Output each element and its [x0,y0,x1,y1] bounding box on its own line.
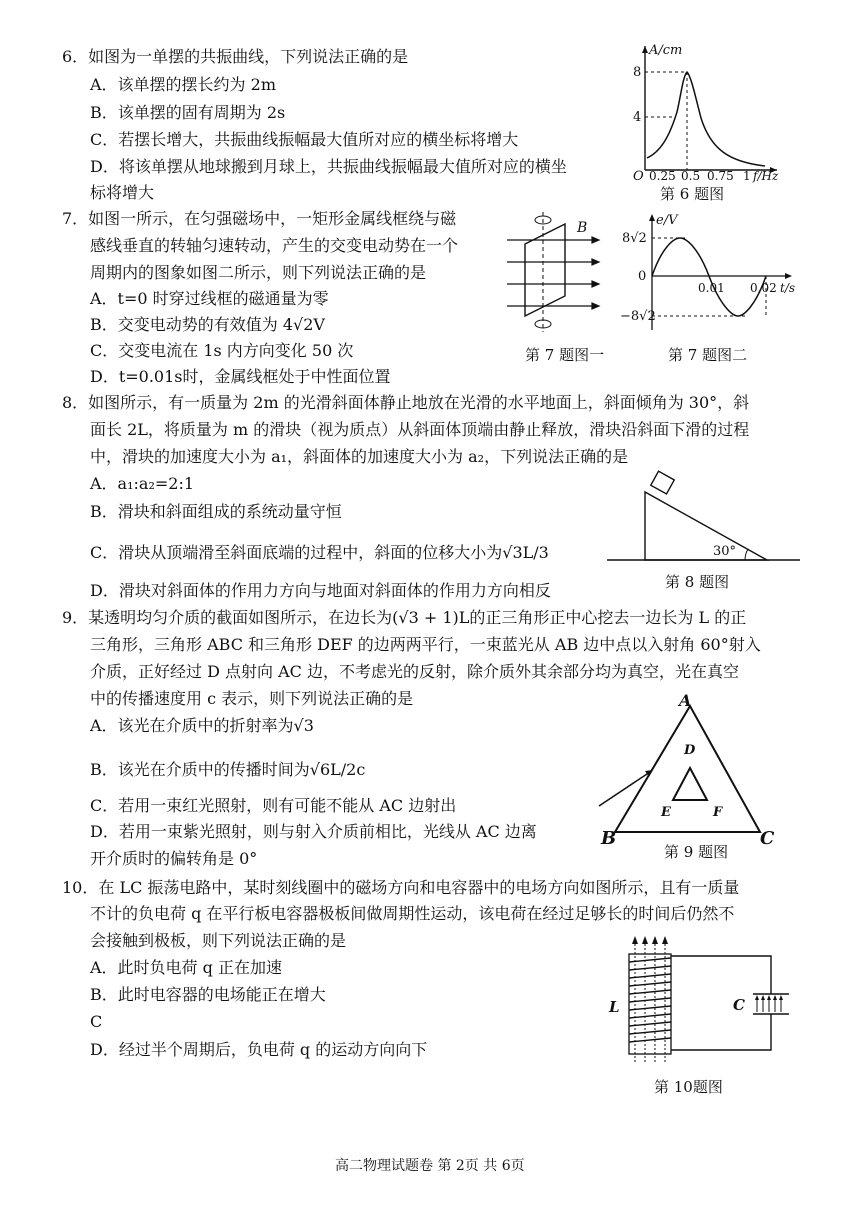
q7-x-tick-001: 0.01 [698,281,725,295]
q10-option-b: B．此时电容器的电场能正在增大 [90,985,326,1004]
q7-zero: 0 [638,269,647,284]
page-footer: 高二物理试题卷 第 2页 共 6页 [335,1158,525,1174]
q6-stem: 6．如图为一单摆的共振曲线，下列说法正确的是 [62,47,409,66]
q7-stem-1: 7．如图一所示，在匀强磁场中，一矩形金属线框绕与磁 [62,209,457,228]
q7-x-label: t/s [780,281,796,295]
q6-resonance-figure [625,40,785,185]
q6-y-tick-8: 8 [633,65,642,80]
q7-coil-figure [505,210,605,335]
q10-stem-2: 不计的负电荷 q 在平行板电容器极板间做周期性运动，该电荷在经过足够长的时间后仍然不 [90,904,735,923]
q7-caption-2: 第 7 题图二 [668,346,748,364]
q8-angle: 30° [713,544,737,559]
q6-option-d: D．将该单摆从地球搬到月球上，共振曲线振幅最大值所对应的横坐 [90,157,567,176]
q6-x-tick-075: 0.75 [707,169,734,183]
q10-caption: 第 10题图 [654,1078,723,1096]
q9-triangle-figure [595,692,795,852]
q7-emf-graph [618,212,803,337]
q9-stem-3: 介质，正好经过 D 点射向 AC 边，不考虑光的反射，除介质外其余部分均为真空，光在真空 [90,662,739,681]
q9-option-a: A．该光在介质中的折射率为√3 [90,716,314,735]
q6-x-tick-1: 1 [743,169,751,183]
q7-x-tick-002: 0.02 [750,281,777,295]
q10-stem-3: 会接触到极板，则下列说法正确的是 [90,931,347,950]
q10-option-c: C [90,1012,103,1031]
q10-lc-circuit-figure [605,932,785,1072]
q9-label-a: A [679,691,692,710]
q10-option-a: A．此时负电荷 q 正在加速 [90,958,282,977]
q6-x-label: f/Hz [753,169,779,183]
q9-label-b: B [601,828,617,849]
q8-stem-3: 中，滑块的加速度大小为 a₁，斜面体的加速度大小为 a₂，下列说法正确的是 [90,447,629,466]
q6-y-tick-4: 4 [633,110,642,125]
q9-label-c: C [760,828,775,849]
q9-label-f: F [713,805,723,820]
q9-stem-4: 中的传播速度用 c 表示，则下列说法正确的是 [90,689,414,708]
q6-option-a: A．该单摆的摆长约为 2m [90,75,276,94]
q8-caption: 第 8 题图 [665,573,730,591]
q10-stem-1: 10．在 LC 振荡电路中，某时刻线圈中的磁场方向和电容器中的电场方向如图所示，且有一质量 [62,878,740,897]
q8-option-a: A．a₁:a₂=2:1 [90,474,195,493]
q6-origin: O [633,169,644,184]
q8-option-b: B．滑块和斜面组成的系统动量守恒 [90,502,342,521]
q6-y-label: A/cm [649,43,683,58]
q9-label-d: D [684,743,696,758]
q9-stem-1: 9．某透明均匀介质的截面如图所示，在边长为(√3 + 1)L的正三角形正中心挖去一边长为 L 的正 [62,608,747,627]
q8-stem-1: 8．如图所示，有一质量为 2m 的光滑斜面体静止地放在光滑的水平地面上，斜面倾角为 30°，斜 [62,393,750,412]
q7-y-tick-bottom: −8√2 [620,309,656,324]
q7-option-b: B．交变电动势的有效值为 4√2V [90,315,325,334]
q7-caption-1: 第 7 题图一 [525,346,605,364]
q8-stem-2: 面长 2L，将质量为 m 的滑块（视为质点）从斜面体顶端由静止释放，滑块沿斜面下滑的过程 [90,420,750,439]
q10-option-d: D．经过半个周期后，负电荷 q 的运动方向向下 [90,1040,428,1059]
q9-label-e: E [661,805,671,820]
q9-option-b: B．该光在介质中的传播时间为√6L/2c [90,760,366,779]
q7-b-label: B [577,220,588,236]
q7-y-tick-top: 8√2 [622,231,647,246]
q10-label-c: C [733,996,745,1014]
q7-stem-3: 周期内的图象如图二所示，则下列说法正确的是 [90,263,427,282]
q8-option-d: D．滑块对斜面体的作用力方向与地面对斜面体的作用力方向相反 [90,581,551,600]
q9-option-d: D．若用一束紫光照射，则与射入介质前相比，光线从 AC 边离 [90,822,537,841]
q7-option-d: D．t=0.01s时，金属线框处于中性面位置 [90,367,391,386]
q6-option-d-cont: 标将增大 [90,183,155,202]
q9-option-d-cont: 开介质时的偏转角是 0° [90,849,258,868]
q8-option-c: C．滑块从顶端滑至斜面底端的过程中，斜面的位移大小为√3L/3 [90,543,549,562]
q9-caption: 第 9 题图 [664,843,729,861]
q7-option-a: A．t=0 时穿过线框的磁通量为零 [90,289,329,308]
q6-option-b: B．该单摆的固有周期为 2s [90,103,286,122]
q6-x-tick-05: 0.5 [681,169,701,183]
q6-option-c: C．若摆长增大，共振曲线振幅最大值所对应的横坐标将增大 [90,130,519,149]
q9-stem-2: 三角形，三角形 ABC 和三角形 DEF 的边两两平行，一束蓝光从 AB 边中点以入射角 60°射入 [90,635,761,654]
q7-stem-2: 感线垂直的转轴匀速转动，产生的交变电动势在一个 [90,236,459,255]
q6-caption: 第 6 题图 [660,185,725,203]
q7-option-c: C．交变电流在 1s 内方向变化 50 次 [90,341,354,360]
q10-label-l: L [609,998,620,1016]
q6-x-tick-025: 0.25 [649,169,676,183]
q9-option-c: C．若用一束红光照射，则有可能不能从 AC 边射出 [90,796,457,815]
q8-incline-figure [605,470,805,565]
q7-y-label: e/V [656,213,678,228]
